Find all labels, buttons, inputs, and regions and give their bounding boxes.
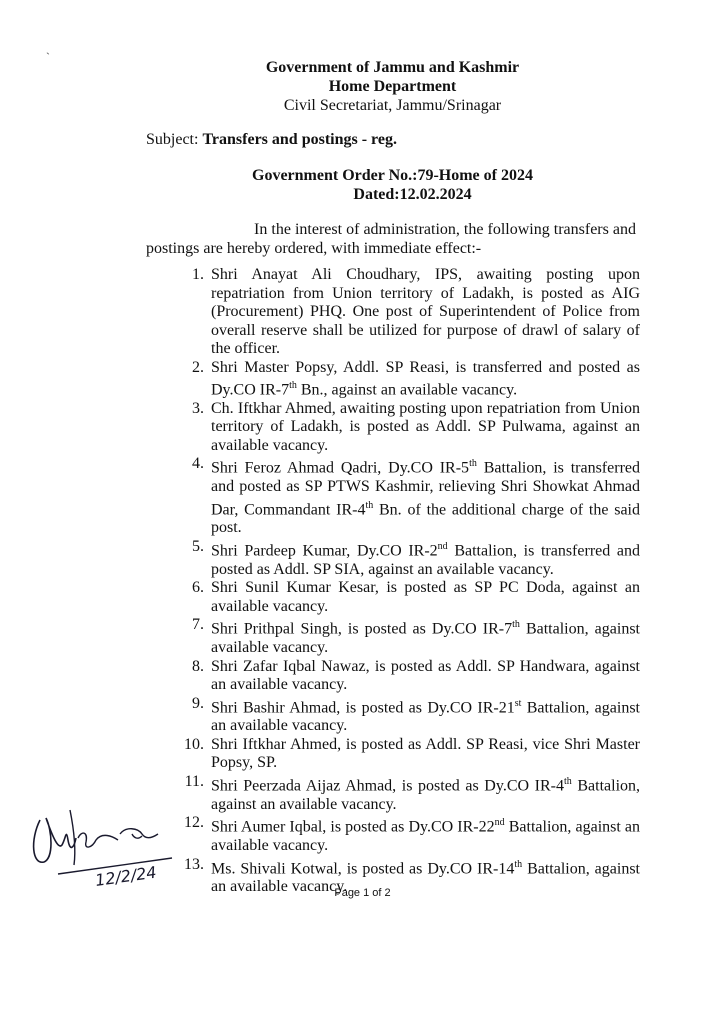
list-item [178, 736, 640, 773]
stray-mark: ˋ [46, 50, 50, 64]
list-item [178, 658, 640, 695]
list-item-text: Shri Pardeep Kumar, Dy.CO IR-2nd Battalion, is transferred and posted as Addl. SP SIA, against an available vacancy. [211, 540, 640, 578]
header-government: Government of Jammu and Kashmir [265, 59, 520, 76]
list-item-number: 6. [192, 579, 204, 597]
list-item-text: Shri Bashir Ahmad, is posted as Dy.CO IR-21st Battalion, against an available vacancy. [211, 697, 640, 735]
list-item-number: 5. [192, 537, 204, 555]
signature-date: 12/2/24 [93, 862, 158, 890]
list-item-number: 13. [184, 855, 204, 873]
list-item-number: 4. [192, 455, 204, 473]
order-heading [150, 166, 635, 204]
intro-paragraph: In the interest of administration, the following transfers and postings are hereby ordered, with immediate effect:- [146, 221, 636, 257]
list-item [178, 359, 640, 400]
list-item-number: 10. [184, 735, 204, 753]
list-item-text: Ms. Shivali Kotwal, is posted as Dy.CO IR-14th Battalion, against an available vacancy. [211, 858, 641, 896]
list-item-number: 8. [192, 657, 204, 675]
list-item [178, 616, 640, 657]
list-item-number: 3. [192, 399, 204, 417]
postings-list [178, 266, 640, 897]
list-item [178, 773, 640, 814]
order-date: Dated:12.02.2024 [353, 186, 472, 203]
list-item [178, 695, 640, 736]
list-item-text: Shri Peerzada Aijaz Ahmad, is posted as Dy.CO IR-4th Battalion, against an available vacancy. [211, 775, 641, 813]
list-item-number: 9. [192, 694, 204, 712]
list-item-number: 11. [184, 772, 204, 790]
list-item [178, 538, 640, 579]
header-address: Civil Secretariat, Jammu/Srinagar [283, 97, 502, 114]
letterhead [150, 58, 635, 115]
page-footer: Page 1 of 2 [334, 887, 391, 899]
list-item-text: Shri Zafar Iqbal Nawaz, is posted as Addl. SP Handwara, against an available vacancy. [211, 657, 640, 694]
list-item-text: Shri Anayat Ali Choudhary, IPS, awaiting posting upon repatriation from Union territory of Ladakh, is posted as AIG (Procurement) PHQ. One post of Superintendent of Police from overall reserve shall be utilized for purpose of drawl of salary of the officer. [211, 266, 640, 357]
list-item-text: Shri Sunil Kumar Kesar, is posted as SP PC Doda, against an available vacancy. [211, 579, 640, 615]
list-item-number: 1. [192, 266, 204, 283]
subject-text: Transfers and postings - reg. [202, 131, 397, 148]
list-item-text: Ch. Iftkhar Ahmed, awaiting posting upon repatriation from Union territory of Ladakh, is posted as Addl. SP Pulwama, against an available vacancy. [211, 399, 640, 454]
list-item-number: 2. [192, 358, 204, 376]
list-item [178, 579, 640, 616]
list-item-number: 12. [184, 814, 204, 832]
list-item [178, 266, 640, 359]
list-item [178, 400, 640, 456]
list-item [178, 455, 640, 538]
list-item-text: Shri Master Popsy, Addl. SP Reasi, is transferred and posted as Dy.CO IR-7th Bn., against an available vacancy. [211, 358, 640, 399]
list-item-text: Shri Aumer Iqbal, is posted as Dy.CO IR-22nd Battalion, against an available vacancy. [211, 817, 641, 855]
header-department: Home Department [328, 78, 457, 95]
list-item-text: Shri Iftkhar Ahmed, is posted as Addl. SP Reasi, vice Shri Master Popsy, SP. [211, 735, 640, 772]
list-item [178, 814, 640, 855]
list-item-text: Shri Feroz Ahmad Qadri, Dy.CO IR-5th Battalion, is transferred and posted as SP PTWS Kashmir, relieving Shri Showkat Ahmad Dar, Commandant IR-4th Bn. of the additional charge of the said post. [211, 458, 640, 537]
list-item-number: 7. [192, 616, 204, 634]
list-item-text: Shri Prithpal Singh, is posted as Dy.CO IR-7th Battalion, against available vacancy. [211, 619, 640, 657]
signature-image [22, 790, 182, 900]
subject-line [146, 131, 397, 149]
subject-label: Subject: [146, 131, 199, 148]
order-number: Government Order No.:79-Home of 2024 [252, 167, 533, 184]
